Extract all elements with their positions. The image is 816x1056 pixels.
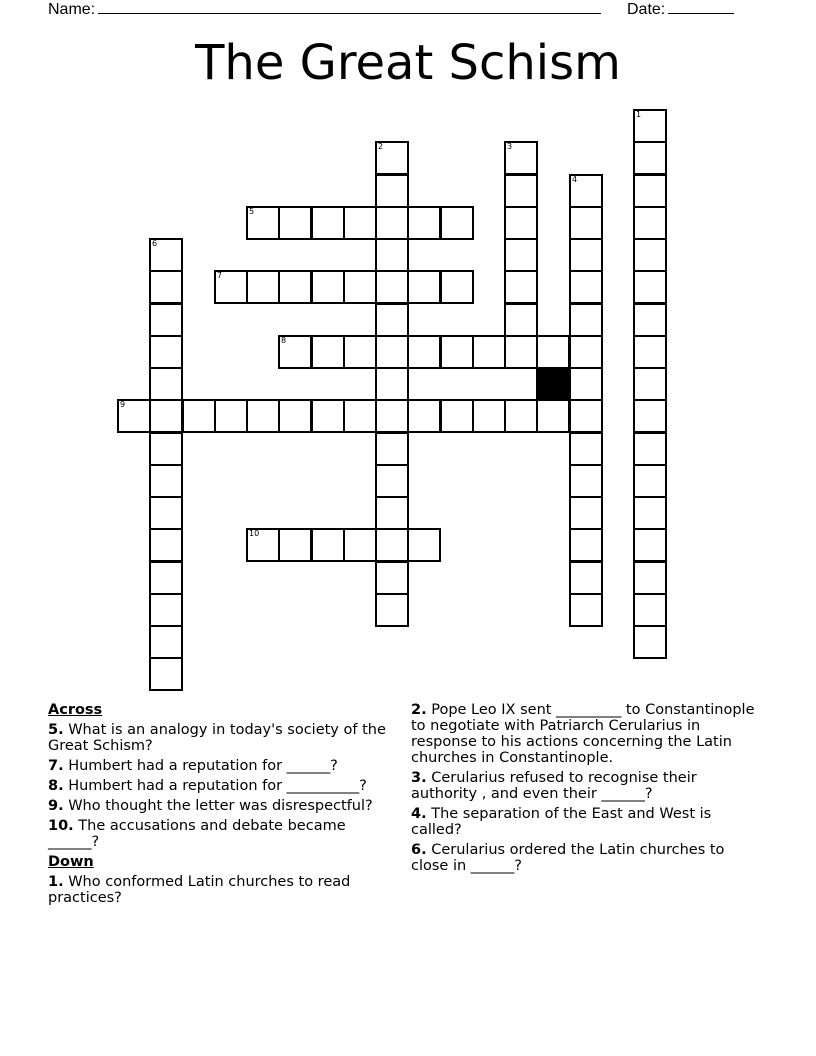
crossword-cell[interactable]	[214, 270, 248, 304]
crossword-cell[interactable]	[182, 399, 216, 433]
crossword-cell[interactable]	[633, 464, 667, 498]
crossword-cell[interactable]	[633, 174, 667, 208]
down-clue-list	[48, 874, 388, 906]
crossword-cell[interactable]	[633, 528, 667, 562]
crossword-cell[interactable]	[375, 367, 409, 401]
clue-number: 8.	[48, 778, 64, 794]
clue-text: The separation of the East and West is called?	[411, 806, 712, 838]
clue-number: 5.	[48, 722, 64, 738]
crossword-cell[interactable]	[149, 238, 183, 272]
down-clue-list-continued	[411, 702, 756, 874]
crossword-cell[interactable]	[440, 399, 474, 433]
crossword-cell[interactable]	[375, 303, 409, 337]
crossword-cell[interactable]	[633, 303, 667, 337]
clue-item	[48, 798, 388, 814]
clue-number: 3.	[411, 770, 427, 786]
crossword-cell[interactable]	[278, 528, 312, 562]
crossword-cell[interactable]	[633, 561, 667, 595]
crossword-cell[interactable]	[375, 464, 409, 498]
crossword-cell[interactable]	[149, 561, 183, 595]
crossword-cell[interactable]	[633, 367, 667, 401]
clue-item	[48, 758, 388, 774]
crossword-cell[interactable]	[214, 399, 248, 433]
crossword-cell[interactable]	[633, 238, 667, 272]
crossword-cell[interactable]	[569, 464, 603, 498]
crossword-cell[interactable]	[504, 270, 538, 304]
cell-number: 4	[572, 175, 578, 184]
crossword-cell[interactable]	[569, 399, 603, 433]
crossword-cell[interactable]	[375, 528, 409, 562]
across-heading: Across	[48, 702, 103, 718]
crossword-cell[interactable]	[149, 657, 183, 691]
crossword-cell[interactable]	[407, 206, 441, 240]
clue-number: 6.	[411, 842, 427, 858]
crossword-cell[interactable]	[343, 335, 377, 369]
clue-text: Who thought the letter was disrespectful?	[63, 798, 373, 814]
clue-text: The accusations and debate became ______?	[48, 818, 346, 850]
crossword-cell[interactable]	[117, 399, 151, 433]
crossword-cell[interactable]	[375, 141, 409, 175]
clue-item	[48, 778, 388, 794]
crossword-cell[interactable]	[633, 109, 667, 143]
cell-number: 7	[217, 271, 223, 280]
crossword-cell[interactable]	[504, 174, 538, 208]
crossword-cell[interactable]	[569, 593, 603, 627]
crossword-cell[interactable]	[375, 335, 409, 369]
clue-text: Cerularius refused to recognise their authority , and even their ______?	[411, 770, 697, 802]
crossword-cell[interactable]	[246, 399, 280, 433]
crossword-cell[interactable]	[536, 335, 570, 369]
clue-number: 1.	[48, 874, 64, 890]
crossword-cell[interactable]	[149, 625, 183, 659]
crossword-cell[interactable]	[246, 270, 280, 304]
page-title: The Great Schism	[195, 35, 621, 91]
crossword-cell[interactable]	[569, 496, 603, 530]
crossword-cell[interactable]	[633, 141, 667, 175]
clue-item	[411, 806, 756, 838]
crossword-cell[interactable]	[343, 528, 377, 562]
cell-number: 2	[378, 142, 384, 151]
crossword-cell[interactable]	[504, 335, 538, 369]
crossword-cell[interactable]	[407, 528, 441, 562]
cell-number: 9	[120, 400, 126, 409]
name-label: Name:	[48, 1, 96, 18]
crossword-cell[interactable]	[149, 367, 183, 401]
clue-number: 7.	[48, 758, 64, 774]
crossword-cell[interactable]	[343, 399, 377, 433]
crossword-cell[interactable]	[569, 238, 603, 272]
crossword-cell[interactable]	[472, 335, 506, 369]
clue-item	[411, 842, 756, 874]
crossword-cell[interactable]	[149, 399, 183, 433]
crossword-cell[interactable]	[375, 270, 409, 304]
crossword-cell[interactable]	[407, 335, 441, 369]
cell-number: 8	[281, 336, 287, 345]
cell-number: 1	[636, 110, 642, 119]
crossword-cell[interactable]	[504, 303, 538, 337]
cell-number: 5	[249, 207, 255, 216]
crossword-cell[interactable]	[149, 528, 183, 562]
crossword-cell[interactable]	[633, 496, 667, 530]
crossword-cell[interactable]	[504, 399, 538, 433]
clue-text: Cerularius ordered the Latin churches to close in ______?	[411, 842, 725, 874]
crossword-cell[interactable]	[343, 206, 377, 240]
crossword-cell[interactable]	[311, 335, 345, 369]
crossword-cell[interactable]	[633, 206, 667, 240]
crossword-cell[interactable]	[536, 399, 570, 433]
crossword-cell[interactable]	[375, 238, 409, 272]
clue-item	[48, 722, 388, 754]
clue-number: 10.	[48, 818, 74, 834]
cell-number: 10	[249, 529, 260, 538]
crossword-block	[536, 367, 570, 401]
crossword-cell[interactable]	[569, 303, 603, 337]
clue-column-right	[411, 702, 756, 874]
crossword-cell[interactable]	[569, 367, 603, 401]
crossword-cell[interactable]	[311, 270, 345, 304]
crossword-cell[interactable]	[569, 270, 603, 304]
crossword-cell[interactable]	[504, 238, 538, 272]
crossword-cell[interactable]	[149, 270, 183, 304]
crossword-cell[interactable]	[440, 206, 474, 240]
crossword-cell[interactable]	[440, 270, 474, 304]
crossword-cell[interactable]	[407, 270, 441, 304]
across-clue-list	[48, 722, 388, 850]
crossword-cell[interactable]	[311, 399, 345, 433]
clue-number: 9.	[48, 798, 64, 814]
crossword-cell[interactable]	[149, 303, 183, 337]
crossword-cell[interactable]	[278, 335, 312, 369]
crossword-cell[interactable]	[278, 206, 312, 240]
crossword-cell[interactable]	[246, 206, 280, 240]
crossword-cell[interactable]	[149, 593, 183, 627]
clue-item	[48, 818, 388, 850]
crossword-cell[interactable]	[569, 432, 603, 466]
crossword-cell[interactable]	[633, 335, 667, 369]
crossword-cell[interactable]	[633, 625, 667, 659]
crossword-cell[interactable]	[375, 174, 409, 208]
clue-item	[48, 874, 388, 906]
crossword-cell[interactable]	[633, 593, 667, 627]
crossword-cell[interactable]	[504, 206, 538, 240]
crossword-cell[interactable]	[149, 432, 183, 466]
crossword-cell[interactable]	[375, 399, 409, 433]
crossword-cell[interactable]	[375, 496, 409, 530]
crossword-cell[interactable]	[569, 174, 603, 208]
crossword-cell[interactable]	[149, 496, 183, 530]
crossword-cell[interactable]	[633, 432, 667, 466]
clue-item	[411, 770, 756, 802]
clue-text: Humbert had a reputation for ______?	[63, 758, 338, 774]
crossword-cell[interactable]	[440, 335, 474, 369]
crossword-cell[interactable]	[569, 528, 603, 562]
clue-column-left	[48, 702, 388, 906]
clue-text: Pope Leo IX sent _________ to Constantinople to negotiate with Patriarch Cerularius in response to his actions concerning the Latin churches in Constantinople.	[411, 702, 755, 766]
crossword-cell[interactable]	[472, 399, 506, 433]
clue-text: Who conformed Latin churches to read practices?	[48, 874, 351, 906]
crossword-cell[interactable]	[504, 141, 538, 175]
crossword-cell[interactable]	[311, 528, 345, 562]
crossword-cell[interactable]	[375, 561, 409, 595]
crossword-cell[interactable]	[343, 270, 377, 304]
crossword-cell[interactable]	[633, 270, 667, 304]
crossword-cell[interactable]	[375, 432, 409, 466]
crossword-cell[interactable]	[278, 399, 312, 433]
clue-number: 2.	[411, 702, 427, 718]
cell-number: 6	[152, 239, 158, 248]
crossword-cell[interactable]	[375, 593, 409, 627]
date-label: Date:	[627, 1, 666, 18]
clue-text: Humbert had a reputation for __________?	[63, 778, 367, 794]
crossword-cell[interactable]	[311, 206, 345, 240]
clue-item	[411, 702, 756, 766]
crossword-cell[interactable]	[407, 399, 441, 433]
crossword-cell[interactable]	[246, 528, 280, 562]
crossword-cell[interactable]	[633, 399, 667, 433]
crossword-cell[interactable]	[278, 270, 312, 304]
clue-number: 4.	[411, 806, 427, 822]
crossword-cell[interactable]	[569, 206, 603, 240]
crossword-cell[interactable]	[149, 464, 183, 498]
crossword-cell[interactable]	[569, 561, 603, 595]
crossword-cell[interactable]	[569, 335, 603, 369]
cell-number: 3	[507, 142, 513, 151]
down-heading: Down	[48, 854, 94, 870]
clue-text: What is an analogy in today's society of the Great Schism?	[48, 722, 386, 754]
crossword-cell[interactable]	[149, 335, 183, 369]
crossword-cell[interactable]	[375, 206, 409, 240]
